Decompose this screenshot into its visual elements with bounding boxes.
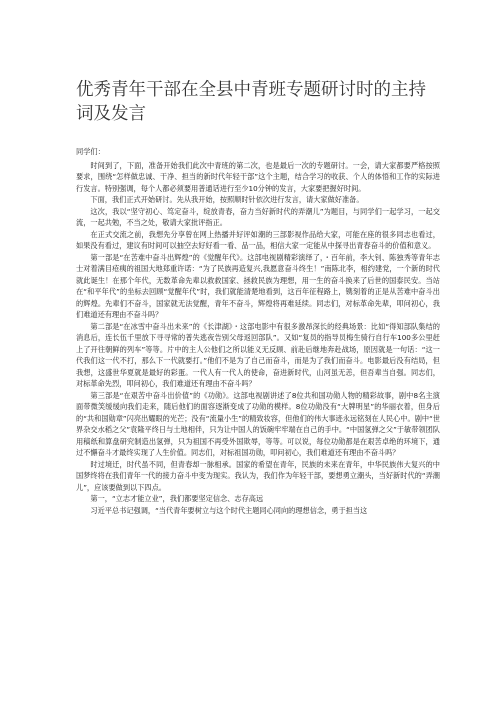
paragraph: 下面，我们正式开始研讨。先从我开始，按照顺时针依次进行发言，请大家做好准备。 [90, 195, 364, 204]
paragraph: 第三部是“在艰苦中奋斗出价值”的《功勋》。这部电视剧讲述了8位共和国功勋人物的精彩故事，剧中8名主演面带微笑缓缓向我们走来，随后他们的面容逐渐变成了功勋的模样。8位功勋没有“大牌明星”的华丽衣着，但身后的“共和国勋章”闪亮出耀眼的光芒；没有“流量小生”的精致妆容，但他们的伟大事迹永远铭刻在人民心中。剧中“世界杂交水稻之父”袁隆平终日与土地相伴，只为让中国人的饭碗牢牢端在自己的手中。“中国氢弹之父”于敏带领团队用稿纸和算盘研究制造出氢弹，只为祖国不再受外国欺辱，等等。可以说，每位功勋都是在艰苦卓绝的环境下，通过不懈奋斗才最终实现了人生价值。同志们，对标祖国功勋，叩问初心，我们难道还有理由不奋斗吗？ [76, 390, 440, 457]
document-title: 优秀青年干部在全县中青班专题研讨时的主持词及发言 [76, 80, 426, 124]
paragraph: 时过境迁，时代虽不同，但青春却一脉相承。国家的希望在青年，民族的未来在青年，中华民族伟大复兴的中国梦终将在我们青年一代的接力奋斗中变为现实。我认为，我们作为年轻干部，要想勇立潮头，当好新时代的“弄潮儿”，应该要做到以下四点。 [76, 459, 440, 492]
paragraph: 这次，我以“坚守初心、笃定奋斗，绽放青春，奋力当好新时代的弄潮儿”为题目，与同学们一起学习，一起交流，一起共勉，不当之处，敬请大家批评指正。 [76, 206, 440, 227]
document-body [76, 146, 440, 516]
paragraph: 在正式交流之前，我想先分享曾在网上热播并好评如潮的三部影视作品给大家，可能在座的很多同志也看过，如果没有看过，建议有时间可以抽空去好好看一看、品一品，相信大家一定能从中探寻出青春奋斗的价值和意义。 [76, 229, 440, 250]
section-heading: 第一，“立志才能立业”，我们都要坚定信念、志存高远 [90, 494, 264, 503]
paragraph: 习近平总书记强调，“当代青年要树立与这个时代主题同心同向的理想信念，勇于担当这 [90, 505, 368, 515]
paragraph: 第二部是“在冰雪中奋斗出未来”的《长津湖》・这部电影中有很多激昂深长的经典场景：比如“得知部队集结的消息后，连长伍千里放下寻寻常的普失逃夜告别父母返回部队”。又如“复员的指导员梅生骑行自行车100多公里赶上了开往朝鲜的列车”等等。片中的主人公他们之所以能义无反顾、前赴后继地奔赴战场，原因就是一句话：“这一代我们这一代不打，那么下一代就要打。”他们不是为了自己而奋斗，而是为了我们而奋斗。电影最后没有结局，但我想，这盛世华夏就是最好的彩蛋。一代人有一代人的使命，奋进新时代，山河虽无恙，但吾辈当自强。同志们，对标革命先烈，叩问初心，我们难道还有理由不奋斗吗？ [76, 321, 440, 388]
paragraph: 时间到了，下面，准备开始我们此次中青班的第二次，也是最后一次的专题研讨。一会，请大家都要严格按照要求，围绕“怎样做忠诚、干净、担当的新时代年轻干部”这个主题，结合学习的收获、个人的体悟和工作的实际进行发言。特别强调，每个人都必须要用普通话进行至少10分钟的发言，大家要把握好时间。 [76, 160, 440, 193]
salutation: 同学们： [76, 147, 105, 156]
paragraph: 第一部是“在苦难中奋斗出辉煌”的《觉醒年代》。这部电视剧精彩演绎了，・百年前，李大钊、陈独秀等青年志士对着满目疮痍的祖国大地郑重许诺：“为了民族再造复兴,我愿意奋斗终生！”南陈北李，相约建党，一个新的时代就此诞生！在那个年代，无数革命先辈以救救国家、拯救民族为理想，用一生的奋斗换来了后世的国泰民安。当站在“和平年代”的坐标去回顾“觉醒年代”时，我们就能清楚地看到，这百年征程路上，镌刻着的正是从苦难中奋斗出的辉煌。先辈们不奋斗，国家就无法觉醒，青年不奋斗，辉煌将再难延续。同志们，对标革命先辈，叩问初心，我们难道还有理由不奋斗吗？ [76, 252, 440, 319]
